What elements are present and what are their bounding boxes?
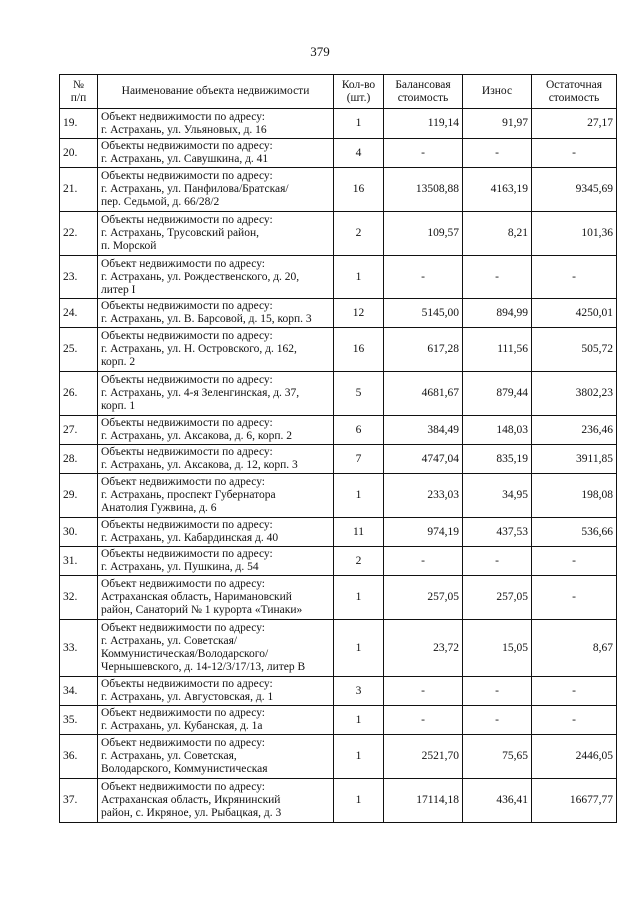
row-balance-value: 4681,67 bbox=[384, 372, 463, 416]
row-object-name: Объект недвижимости по адресу: г. Астрахань, ул. Советская/ Коммунистическая/Володарского/ Чернышевского, д. 14-12/3/17/13, литер В bbox=[98, 620, 334, 677]
row-residual-value: 9345,69 bbox=[532, 168, 617, 212]
row-wear-value: - bbox=[463, 677, 532, 706]
row-object-name: Объекты недвижимости по адресу: г. Астрахань, ул. Панфилова/Братская/ пер. Седьмой, д. 66/28/2 bbox=[98, 168, 334, 212]
row-quantity: 1 bbox=[334, 474, 384, 518]
row-balance-value: - bbox=[384, 677, 463, 706]
row-number: 26. bbox=[60, 372, 98, 416]
property-table bbox=[59, 74, 617, 823]
row-number: 20. bbox=[60, 139, 98, 168]
row-wear-value: 8,21 bbox=[463, 212, 532, 256]
row-wear-value: 91,97 bbox=[463, 109, 532, 139]
row-number: 30. bbox=[60, 518, 98, 547]
row-residual-value: 505,72 bbox=[532, 328, 617, 372]
table-row bbox=[60, 518, 617, 547]
header-wear: Износ bbox=[463, 75, 532, 109]
table-row bbox=[60, 677, 617, 706]
row-number: 28. bbox=[60, 445, 98, 474]
row-quantity: 1 bbox=[334, 706, 384, 735]
row-balance-value: 17114,18 bbox=[384, 779, 463, 823]
row-wear-value: 436,41 bbox=[463, 779, 532, 823]
table-row bbox=[60, 139, 617, 168]
row-wear-value: 257,05 bbox=[463, 576, 532, 620]
row-residual-value: - bbox=[532, 139, 617, 168]
row-balance-value: 384,49 bbox=[384, 416, 463, 445]
table-row bbox=[60, 372, 617, 416]
row-balance-value: 617,28 bbox=[384, 328, 463, 372]
row-residual-value: 236,46 bbox=[532, 416, 617, 445]
row-number: 34. bbox=[60, 677, 98, 706]
row-number: 24. bbox=[60, 299, 98, 328]
row-residual-value: 2446,05 bbox=[532, 735, 617, 779]
row-number: 36. bbox=[60, 735, 98, 779]
row-number: 25. bbox=[60, 328, 98, 372]
row-object-name: Объекты недвижимости по адресу: г. Астрахань, ул. Пушкина, д. 54 bbox=[98, 547, 334, 576]
row-balance-value: - bbox=[384, 706, 463, 735]
row-object-name: Объект недвижимости по адресу: г. Астрахань, ул. Кубанская, д. 1а bbox=[98, 706, 334, 735]
row-number: 21. bbox=[60, 168, 98, 212]
row-residual-value: 3911,85 bbox=[532, 445, 617, 474]
row-object-name: Объекты недвижимости по адресу: г. Астрахань, ул. Аксакова, д. 12, корп. 3 bbox=[98, 445, 334, 474]
row-wear-value: 4163,19 bbox=[463, 168, 532, 212]
table-row bbox=[60, 445, 617, 474]
row-balance-value: - bbox=[384, 547, 463, 576]
row-wear-value: - bbox=[463, 706, 532, 735]
row-number: 19. bbox=[60, 109, 98, 139]
row-number: 31. bbox=[60, 547, 98, 576]
row-number: 27. bbox=[60, 416, 98, 445]
page-number: 379 bbox=[310, 44, 330, 59]
row-quantity: 5 bbox=[334, 372, 384, 416]
table-row bbox=[60, 168, 617, 212]
row-quantity: 1 bbox=[334, 620, 384, 677]
row-balance-value: 2521,70 bbox=[384, 735, 463, 779]
row-balance-value: 23,72 bbox=[384, 620, 463, 677]
row-residual-value: - bbox=[532, 706, 617, 735]
row-wear-value: - bbox=[463, 256, 532, 299]
row-object-name: Объекты недвижимости по адресу: г. Астрахань, ул. В. Барсовой, д. 15, корп. 3 bbox=[98, 299, 334, 328]
row-quantity: 6 bbox=[334, 416, 384, 445]
row-object-name: Объекты недвижимости по адресу: г. Астрахань, ул. Савушкина, д. 41 bbox=[98, 139, 334, 168]
row-balance-value: 109,57 bbox=[384, 212, 463, 256]
row-wear-value: 437,53 bbox=[463, 518, 532, 547]
row-quantity: 2 bbox=[334, 547, 384, 576]
table-row bbox=[60, 620, 617, 677]
row-object-name: Объект недвижимости по адресу: Астраханская область, Икрянинский район, с. Икряное, ул. Рыбацкая, д. 3 bbox=[98, 779, 334, 823]
row-quantity: 4 bbox=[334, 139, 384, 168]
row-object-name: Объекты недвижимости по адресу: г. Астрахань, ул. Аксакова, д. 6, корп. 2 bbox=[98, 416, 334, 445]
row-residual-value: - bbox=[532, 576, 617, 620]
row-quantity: 2 bbox=[334, 212, 384, 256]
table-row bbox=[60, 706, 617, 735]
row-number: 35. bbox=[60, 706, 98, 735]
row-number: 22. bbox=[60, 212, 98, 256]
row-wear-value: 879,44 bbox=[463, 372, 532, 416]
table-row bbox=[60, 474, 617, 518]
row-residual-value: - bbox=[532, 256, 617, 299]
table-row bbox=[60, 328, 617, 372]
table-row bbox=[60, 109, 617, 139]
table-body bbox=[60, 109, 617, 823]
header-row bbox=[60, 75, 617, 109]
header-residual: Остаточная стоимость bbox=[532, 75, 617, 109]
row-object-name: Объекты недвижимости по адресу: г. Астрахань, ул. 4-я Зеленгинская, д. 37, корп. 1 bbox=[98, 372, 334, 416]
row-quantity: 12 bbox=[334, 299, 384, 328]
table-row bbox=[60, 256, 617, 299]
row-residual-value: 8,67 bbox=[532, 620, 617, 677]
row-object-name: Объект недвижимости по адресу: г. Астрахань, ул. Советская, Володарского, Коммунистическая bbox=[98, 735, 334, 779]
row-object-name: Объект недвижимости по адресу: г. Астрахань, ул. Рождественского, д. 20, литер I bbox=[98, 256, 334, 299]
row-balance-value: 4747,04 bbox=[384, 445, 463, 474]
row-quantity: 1 bbox=[334, 576, 384, 620]
row-quantity: 3 bbox=[334, 677, 384, 706]
header-num: № п/п bbox=[60, 75, 98, 109]
header-name: Наименование объекта недвижимости bbox=[98, 75, 334, 109]
row-wear-value: 34,95 bbox=[463, 474, 532, 518]
row-wear-value: 835,19 bbox=[463, 445, 532, 474]
row-quantity: 1 bbox=[334, 256, 384, 299]
row-residual-value: - bbox=[532, 547, 617, 576]
row-residual-value: 3802,23 bbox=[532, 372, 617, 416]
row-quantity: 16 bbox=[334, 328, 384, 372]
table-row bbox=[60, 735, 617, 779]
row-balance-value: 5145,00 bbox=[384, 299, 463, 328]
table-row bbox=[60, 299, 617, 328]
row-residual-value: 101,36 bbox=[532, 212, 617, 256]
row-quantity: 11 bbox=[334, 518, 384, 547]
row-object-name: Объект недвижимости по адресу: г. Астрахань, ул. Ульяновых, д. 16 bbox=[98, 109, 334, 139]
row-balance-value: - bbox=[384, 256, 463, 299]
row-number: 23. bbox=[60, 256, 98, 299]
row-object-name: Объекты недвижимости по адресу: г. Астрахань, ул. Августовская, д. 1 bbox=[98, 677, 334, 706]
row-residual-value: 27,17 bbox=[532, 109, 617, 139]
row-residual-value: 4250,01 bbox=[532, 299, 617, 328]
row-wear-value: 894,99 bbox=[463, 299, 532, 328]
row-residual-value: 198,08 bbox=[532, 474, 617, 518]
row-quantity: 16 bbox=[334, 168, 384, 212]
row-number: 29. bbox=[60, 474, 98, 518]
row-balance-value: 13508,88 bbox=[384, 168, 463, 212]
table-row bbox=[60, 576, 617, 620]
row-wear-value: - bbox=[463, 547, 532, 576]
header-qty: Кол-во (шт.) bbox=[334, 75, 384, 109]
row-object-name: Объект недвижимости по адресу: Астраханская область, Наримановский район, Санаторий № 1 курорта «Тинаки» bbox=[98, 576, 334, 620]
row-balance-value: 233,03 bbox=[384, 474, 463, 518]
row-balance-value: 974,19 bbox=[384, 518, 463, 547]
row-number: 33. bbox=[60, 620, 98, 677]
table-row bbox=[60, 416, 617, 445]
row-balance-value: 257,05 bbox=[384, 576, 463, 620]
row-wear-value: - bbox=[463, 139, 532, 168]
row-balance-value: 119,14 bbox=[384, 109, 463, 139]
row-wear-value: 75,65 bbox=[463, 735, 532, 779]
row-wear-value: 15,05 bbox=[463, 620, 532, 677]
header-balance: Балансовая стоимость bbox=[384, 75, 463, 109]
row-quantity: 1 bbox=[334, 109, 384, 139]
table-row bbox=[60, 212, 617, 256]
row-wear-value: 148,03 bbox=[463, 416, 532, 445]
row-number: 37. bbox=[60, 779, 98, 823]
row-object-name: Объекты недвижимости по адресу: г. Астрахань, ул. Н. Островского, д. 162, корп. 2 bbox=[98, 328, 334, 372]
row-wear-value: 111,56 bbox=[463, 328, 532, 372]
row-quantity: 1 bbox=[334, 779, 384, 823]
row-residual-value: 16677,77 bbox=[532, 779, 617, 823]
row-balance-value: - bbox=[384, 139, 463, 168]
row-residual-value: 536,66 bbox=[532, 518, 617, 547]
row-object-name: Объект недвижимости по адресу: г. Астрахань, проспект Губернатора Анатолия Гужвина, д. 6 bbox=[98, 474, 334, 518]
row-residual-value: - bbox=[532, 677, 617, 706]
row-object-name: Объекты недвижимости по адресу: г. Астрахань, Трусовский район, п. Морской bbox=[98, 212, 334, 256]
table-row bbox=[60, 547, 617, 576]
row-number: 32. bbox=[60, 576, 98, 620]
row-object-name: Объекты недвижимости по адресу: г. Астрахань, ул. Кабардинская д. 40 bbox=[98, 518, 334, 547]
row-quantity: 1 bbox=[334, 735, 384, 779]
row-quantity: 7 bbox=[334, 445, 384, 474]
table-row bbox=[60, 779, 617, 823]
